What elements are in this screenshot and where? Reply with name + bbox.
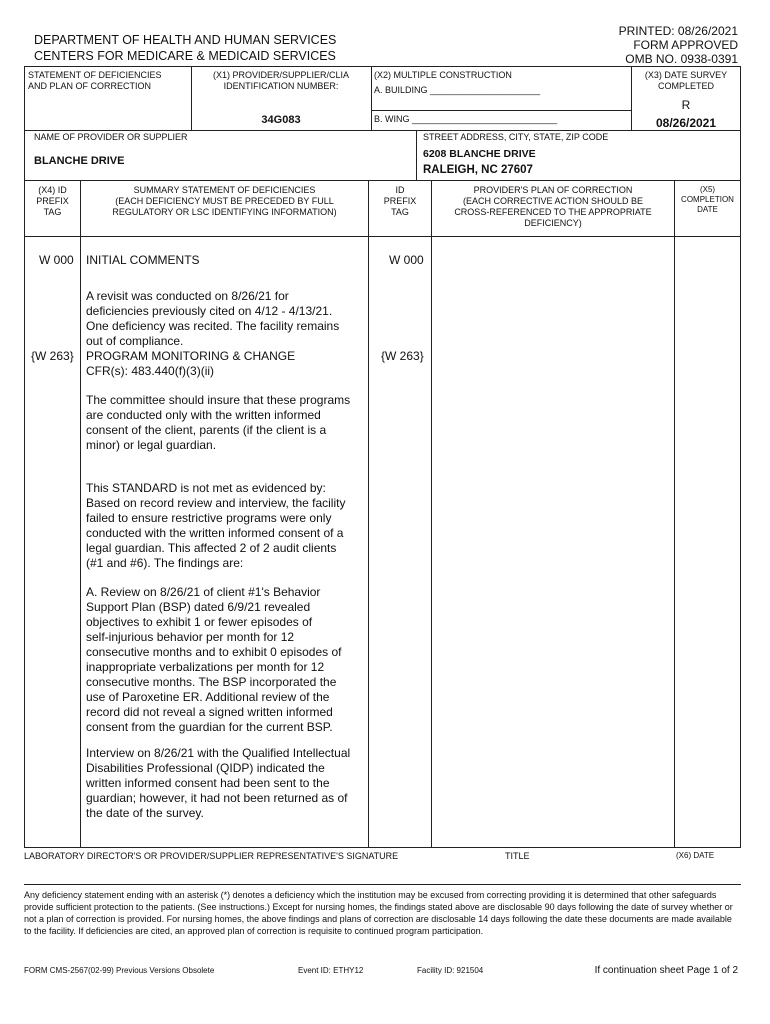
provider-name: BLANCHE DRIVE — [34, 155, 125, 167]
plan-header: PROVIDER'S PLAN OF CORRECTION (EACH CORRECTIVE ACTION SHOULD BE CROSS-REFERENCED TO THE APPROPRIATE DEFICIENCY) — [454, 185, 652, 228]
program-monitoring-title: PROGRAM MONITORING & CHANGE — [86, 349, 296, 363]
id-prefix-header: ID PREFIX TAG — [383, 185, 417, 217]
x3-date: 08/26/2021 — [655, 116, 717, 130]
x3-r: R — [681, 98, 691, 112]
x1-label: (X1) PROVIDER/SUPPLIER/CLIA IDENTIFICATION NUMBER: — [212, 70, 350, 91]
statement-label: STATEMENT OF DEFICIENCIES AND PLAN OF CORRECTION — [28, 70, 162, 91]
address-label: STREET ADDRESS, CITY, STATE, ZIP CODE — [423, 132, 609, 142]
street-address: 6208 BLANCHE DRIVE — [423, 148, 536, 160]
x2-label: (X2) MULTIPLE CONSTRUCTION — [374, 70, 512, 80]
standard-paragraph: This STANDARD is not met as evidenced by: Based on record review and interview, the facility failed to ensure restrictive programs were only conducted with the written informed consent of a legal guardian. This affected 2 of 2 audit clients (#1 and #6). The findings are: — [86, 481, 346, 570]
x5-header: (X5) COMPLETION DATE — [681, 185, 734, 214]
tag-w000: W 000 — [39, 253, 74, 267]
x1-value: 34G083 — [261, 114, 301, 126]
x3-label: (X3) DATE SURVEY COMPLETED — [644, 70, 728, 91]
initial-comments-title: INITIAL COMMENTS — [86, 253, 200, 267]
form-approved: FORM APPROVED — [633, 38, 738, 52]
cfr-reference: CFR(s): 483.440(f)(3)(ii) — [86, 364, 215, 378]
committee-paragraph: The committee should insure that these programs are conducted only with the written informed consent of the client, parents (if the client is a minor) or legal guardian. — [86, 393, 351, 452]
agency-header — [34, 32, 336, 64]
page-indicator: If continuation sheet Page 1 of 2 — [594, 965, 738, 976]
header-meta — [498, 24, 738, 66]
wing-label: B. WING _____________________________ — [374, 114, 558, 124]
city-state-zip: RALEIGH, NC 27607 — [423, 164, 533, 176]
tag-w263: {W 263} — [31, 349, 74, 363]
interview-paragraph: Interview on 8/26/21 with the Qualified Intellectual Disabilities Professional (QIDP) indicated the written informed consent had been sent to the guardian; however, it had not been returned as of the date of the survey. — [86, 746, 351, 820]
department-name: DEPARTMENT OF HEALTH AND HUMAN SERVICES — [34, 33, 337, 47]
cms-name: CENTERS FOR MEDICARE & MEDICAID SERVICES — [34, 49, 336, 63]
form-number: FORM CMS-2567(02-99) Previous Versions Obsolete — [24, 966, 215, 975]
x6-date-label: (X6) DATE — [676, 851, 715, 860]
title-label: TITLE — [505, 851, 530, 861]
building-label: A. BUILDING ______________________ — [374, 85, 541, 95]
initial-comments-text: A revisit was conducted on 8/26/21 for deficiencies previously cited on 4/12 - 4/13/21. One deficiency was recited. The facility remains out of compliance. — [86, 289, 340, 348]
signature-label: LABORATORY DIRECTOR'S OR PROVIDER/SUPPLIER REPRESENTATIVE'S SIGNATURE — [24, 851, 399, 861]
x4-header: (X4) ID PREFIX TAG — [36, 185, 69, 217]
printed-date: PRINTED: 08/26/2021 — [618, 24, 738, 38]
tag-w000-right: W 000 — [389, 253, 424, 267]
event-id: Event ID: ETHY12 — [298, 966, 364, 975]
disclaimer-text: Any deficiency statement ending with an asterisk (*) denotes a deficiency which the institution may be excused from correcting providing it is determined that other safeguards provide sufficient protection to the patients. (See instructions.) Except for nursing homes, the findings stated above are disclosable 90 days following the date of survey whether or not a plan of correction is provided. For nursing homes, the above findings and plans of correction are disclosable 14 days following the date these documents are made available to the facility. If deficiencies are cited, an approved plan of correction is requisite to continued program participation. — [24, 890, 733, 936]
facility-id: Facility ID: 921504 — [417, 966, 484, 975]
finding-a-paragraph: A. Review on 8/26/21 of client #1's Behavior Support Plan (BSP) dated 6/9/21 revealed objectives to exhibit 1 or fewer episodes of self-injurious behavior per month for 12 consecutive months and to exhibit 0 episodes of inappropriate verbalizations per month for 12 consecutive months. The BSP incorporated the use of Paroxetine ER. Additional review of the record did not reveal a signed written informed consent from the guardian for the current BSP. — [86, 585, 342, 734]
omb-number: OMB NO. 0938-0391 — [625, 52, 738, 66]
tag-w263-right: {W 263} — [381, 349, 424, 363]
provider-name-label: NAME OF PROVIDER OR SUPPLIER — [34, 132, 188, 142]
summary-header: SUMMARY STATEMENT OF DEFICIENCIES (EACH DEFICIENCY MUST BE PRECEDED BY FULL REGULATORY OR LSC IDENTIFYING INFORMATION) — [112, 185, 337, 217]
